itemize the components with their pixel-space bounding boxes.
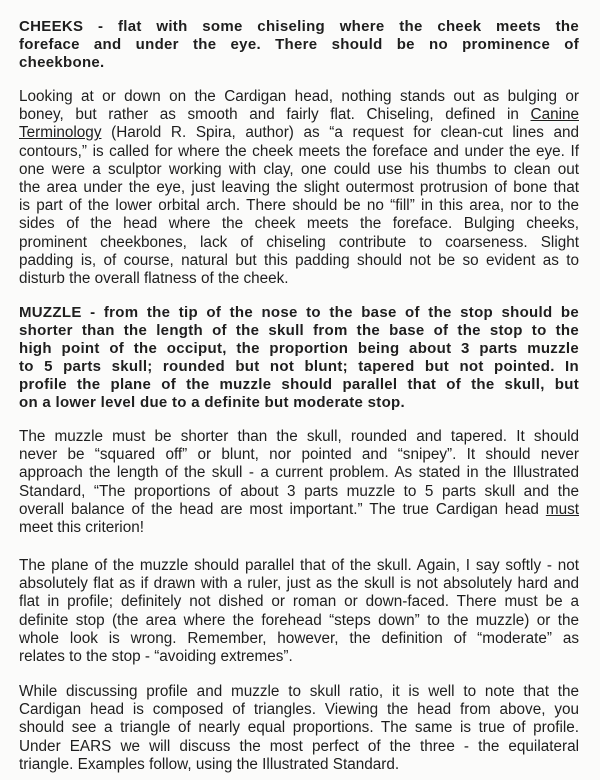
paragraph-cheeks-commentary xyxy=(19,88,579,288)
text-line xyxy=(19,340,579,358)
text-segment: CHEEKS - flat with some chiseling where the cheek meets the xyxy=(19,18,579,35)
text-segment: contours,” is called for where the cheek meets the foreface and under the eye. If xyxy=(19,142,579,160)
text-line xyxy=(19,304,579,322)
text-segment: boney, but rather as smooth and fairly flat. Chiseling, defined in xyxy=(19,106,531,124)
text-line xyxy=(19,428,579,446)
text-segment: While discussing profile and muzzle to skull ratio, it is well to note that the xyxy=(19,683,579,700)
text-line xyxy=(19,701,579,719)
text-segment: absolutely flat as if drawn with a ruler, just as the skull is not absolutely hard and xyxy=(19,575,579,593)
text-line xyxy=(19,161,579,179)
text-line xyxy=(19,612,579,630)
text-line xyxy=(19,683,579,701)
text-segment: profile the plane of the muzzle should parallel that of the skull, but xyxy=(19,376,579,394)
text-line xyxy=(19,501,579,519)
text-line xyxy=(19,446,579,464)
text-line xyxy=(19,215,579,233)
text-segment: relates to the stop - “avoiding extremes”. xyxy=(19,648,293,666)
text-line xyxy=(19,483,579,501)
text-segment: cheekbone. xyxy=(19,54,105,72)
text-line xyxy=(19,519,579,537)
text-line xyxy=(19,179,579,197)
text-segment: to 5 parts skull; rounded but not blunt; tapered but not pointed. In xyxy=(19,358,579,376)
text-line xyxy=(19,557,579,575)
text-line xyxy=(19,575,579,593)
text-line xyxy=(19,376,579,394)
text-segment: is part of the lower orbital arch. There should be no “fill” in this area, nor to the xyxy=(19,197,579,215)
text-line xyxy=(19,54,579,72)
text-segment: should see a triangle of nearly equal proportions. The same is true of profile. xyxy=(19,719,579,737)
text-line xyxy=(19,18,579,36)
text-segment: Looking at or down on the Cardigan head, nothing stands out as bulging or xyxy=(19,88,579,105)
text-line xyxy=(19,197,579,215)
text-segment: MUZZLE - from the tip of the nose to the base of the stop should be xyxy=(19,304,579,321)
paragraph-cheeks-standard xyxy=(19,18,579,72)
text-segment: shorter than the length of the skull from the base of the stop to the xyxy=(19,322,579,340)
text-segment: (Harold R. Spira, author) as “a request for clean-cut lines and xyxy=(101,124,579,142)
underlined-text: must xyxy=(545,500,579,518)
text-line xyxy=(19,124,579,142)
text-segment: on a lower level due to a definite but moderate stop. xyxy=(19,394,405,412)
text-segment: the area under the eye, just leaving the slight outermost protrusion of bone that xyxy=(19,179,579,197)
text-line xyxy=(19,719,579,737)
text-segment: Under EARS we will discuss the most perfect of the three - the equilateral xyxy=(19,737,579,755)
text-line xyxy=(19,648,579,666)
text-line xyxy=(19,252,579,270)
text-segment: flat in profile; definitely not dished or roman or down-faced. There must be a xyxy=(19,593,579,611)
text-segment: padding is, of course, natural but this padding should not be so evident as to xyxy=(19,251,579,269)
text-segment: Cardigan head is composed of triangles. Viewing the head from above, you xyxy=(19,701,579,719)
text-segment: foreface and under the eye. There should be no prominence of xyxy=(19,36,579,54)
text-segment: never be “squared off” or blunt, nor pointed and “snipey”. It should never xyxy=(19,446,579,464)
text-segment: The plane of the muzzle should parallel that of the skull. Again, I say softly - not xyxy=(19,557,579,574)
text-line xyxy=(19,630,579,648)
text-segment: meet this criterion! xyxy=(19,519,144,537)
paragraph-muzzle-standard xyxy=(19,304,579,413)
text-segment: one were a sculptor working with clay, one could use his thumbs to clean out xyxy=(19,160,579,178)
text-segment: definite stop (the area where the forehead “steps down” to the muzzle) or the xyxy=(19,611,579,629)
paragraph-triangles xyxy=(19,683,579,774)
text-segment: sides of the head where the cheek meets the foreface. Bulging cheeks, xyxy=(19,215,579,233)
underlined-text: Terminology xyxy=(19,124,102,142)
text-segment: high point of the occiput, the proportion being about 3 parts muzzle xyxy=(19,340,579,358)
text-segment: The muzzle must be shorter than the skull, rounded and tapered. It should xyxy=(19,428,579,445)
underlined-text: Canine xyxy=(530,106,579,124)
text-line xyxy=(19,36,579,54)
text-line xyxy=(19,106,579,124)
paragraph-muzzle-commentary xyxy=(19,428,579,537)
text-line xyxy=(19,756,579,774)
text-line xyxy=(19,738,579,756)
text-line xyxy=(19,270,579,288)
text-segment: prominent cheekbones, lack of chiseling contribute to coarseness. Slight xyxy=(19,233,579,251)
text-line xyxy=(19,394,579,412)
text-line xyxy=(19,464,579,482)
text-line xyxy=(19,234,579,252)
text-line xyxy=(19,322,579,340)
text-line xyxy=(19,593,579,611)
text-segment: disturb the overall flatness of the cheek. xyxy=(19,270,289,288)
text-segment: approach the length of the skull - a current problem. As stated in the Illustrated xyxy=(19,464,579,482)
text-segment: whole look is wrong. Remember, however, the definition of “moderate” as xyxy=(19,629,579,647)
text-line xyxy=(19,143,579,161)
text-segment: Standard, “The proportions of about 3 parts muzzle to 5 parts skull and the xyxy=(19,482,579,500)
paragraph-muzzle-plane xyxy=(19,557,579,666)
text-segment: overall balance of the head are most important.” The true Cardigan head xyxy=(19,500,546,518)
text-line xyxy=(19,358,579,376)
text-segment: triangle. Examples follow, using the Illustrated Standard. xyxy=(19,755,400,773)
text-line xyxy=(19,88,579,106)
